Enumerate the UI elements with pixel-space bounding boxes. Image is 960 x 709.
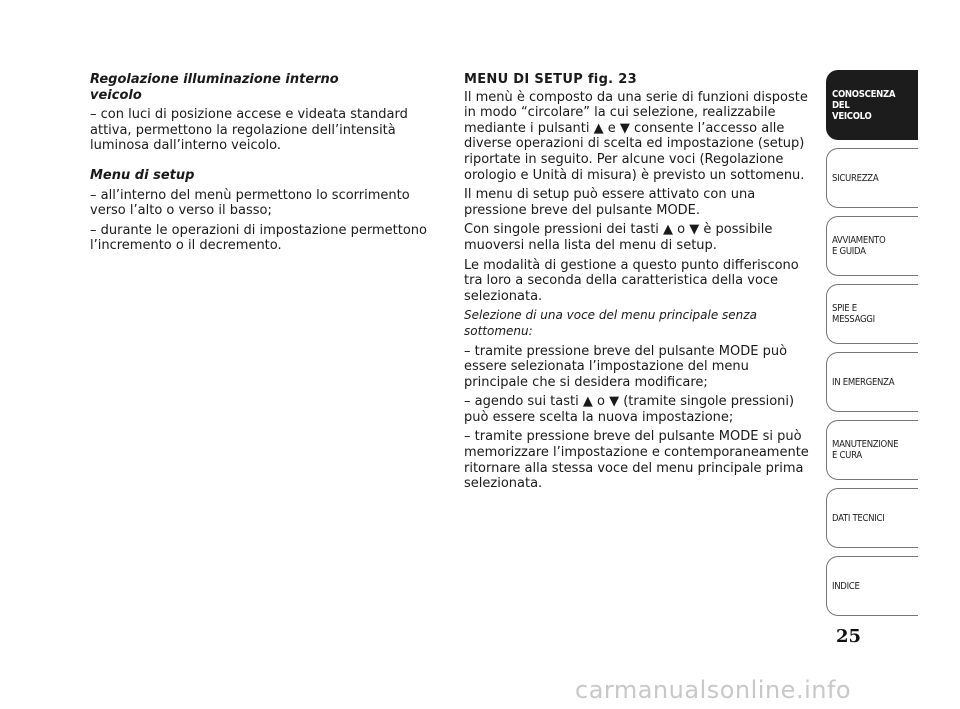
heading-interior-lighting: Regolazione illuminazione interno veicolo xyxy=(90,72,339,103)
tab-spie-e-messaggi[interactable]: SPIE E MESSAGGI xyxy=(826,284,918,344)
paragraph: Le modalità di gestione a questo punto differiscono tra loro a seconda della caratteristica della voce selezionata. xyxy=(464,257,799,304)
left-column xyxy=(90,72,440,258)
right-column xyxy=(464,72,816,496)
tab-manutenzione-e-cura[interactable]: MANUTENZIONE E CURA xyxy=(826,420,918,480)
tab-sicurezza[interactable]: SICUREZZA xyxy=(826,148,918,208)
heading-setup-menu: Menu di setup xyxy=(90,167,195,183)
paragraph: – agendo sui tasti ▲ o ▼ (tramite singole pressioni) può essere scelta la nuova impostazione; xyxy=(464,394,795,425)
watermark: carmanualsonline.info xyxy=(575,676,852,704)
tab-conoscenza-del-veicolo[interactable]: CONOSCENZA DEL VEICOLO xyxy=(826,70,918,140)
tab-avviamento-e-guida[interactable]: AVVIAMENTO E GUIDA xyxy=(826,216,918,276)
subheading: Selezione di una voce del menu principale senza sottomenu: xyxy=(464,308,757,338)
paragraph: – con luci di posizione accese e videata standard attiva, permettono la regolazione dell’intensità luminosa dall’interno veicolo. xyxy=(90,107,408,154)
page-number: 25 xyxy=(836,626,862,647)
paragraph: – tramite pressione breve del pulsante MODE può essere selezionata l’impostazione del menu principale che si desidera modificare; xyxy=(464,343,788,390)
paragraph: – durante le operazioni di impostazione permettono l’incremento o il decremento. xyxy=(90,222,427,254)
paragraph: – all’interno del menù permettono lo scorrimento verso l’alto o verso il basso; xyxy=(90,187,410,219)
chapter-tabs xyxy=(826,70,918,624)
paragraph: Il menu di setup può essere attivato con una pressione breve del pulsante MODE. xyxy=(464,187,756,218)
tab-in-emergenza[interactable]: IN EMERGENZA xyxy=(826,352,918,412)
tab-dati-tecnici[interactable]: DATI TECNICI xyxy=(826,488,918,548)
paragraph: Il menù è composto da una serie di funzioni disposte in modo “circolare” la cui selezione, realizzabile mediante i pulsanti ▲ e ▼ consente l’accesso alle diverse operazioni di scelta ed impostazione (setup) riportate in seguito. Per alcune voci (Regolazione orologio e Unità di misura) è previsto un sottomenu. xyxy=(464,89,808,183)
paragraph: – tramite pressione breve del pulsante MODE si può memorizzare l’impostazione e contemporaneamente ritornare alla stessa voce del menu principale prima selezionata. xyxy=(464,429,809,492)
section-title: MENU DI SETUP fig. 23 xyxy=(464,72,637,87)
paragraph: Con singole pressioni dei tasti ▲ o ▼ è possibile muoversi nella lista del menu di setup. xyxy=(464,222,773,253)
tab-indice[interactable]: INDICE xyxy=(826,556,918,616)
